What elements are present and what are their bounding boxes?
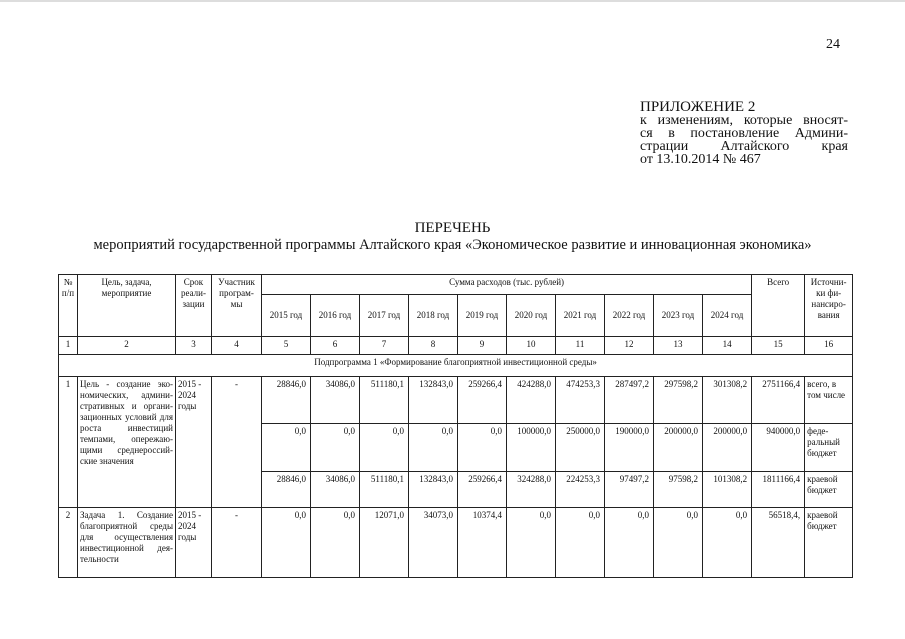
header-row <box>59 275 853 295</box>
header-sum: Сумма расходов (тыс. рублей) <box>262 275 752 295</box>
value-cell: 250000,0 <box>556 424 605 472</box>
header-year: 2018 год <box>409 295 458 337</box>
value-cell: 0,0 <box>360 424 409 472</box>
value-cell: 259266,4 <box>458 377 507 424</box>
value-cell: 101308,2 <box>703 472 752 508</box>
appendix-line: к изменениям, которые вносят- <box>640 113 848 128</box>
header-term: Срок реали-зации <box>176 275 212 337</box>
appendix-line: ся в постановление Админи- <box>640 126 848 141</box>
column-number: 11 <box>556 337 605 355</box>
value-cell: 100000,0 <box>507 424 556 472</box>
header-year: 2019 год <box>458 295 507 337</box>
row-term: 2015 - 2024 годы <box>176 508 212 578</box>
header-source: Источни-ки фи-нансиро-вания <box>805 275 853 337</box>
value-cell: 0,0 <box>605 508 654 578</box>
total-cell: 2751166,4 <box>752 377 805 424</box>
value-cell: 474253,3 <box>556 377 605 424</box>
column-number: 12 <box>605 337 654 355</box>
value-cell: 0,0 <box>409 424 458 472</box>
appendix-line: от 13.10.2014 № 467 <box>640 152 761 167</box>
header-total: Всего <box>752 275 805 337</box>
header-year: 2015 год <box>262 295 311 337</box>
header-year: 2024 год <box>703 295 752 337</box>
column-number: 6 <box>311 337 360 355</box>
header-year: 2017 год <box>360 295 409 337</box>
table-row <box>59 508 853 578</box>
value-cell: 200000,0 <box>654 424 703 472</box>
header-participant: Участник програм-мы <box>212 275 262 337</box>
value-cell: 34086,0 <box>311 377 360 424</box>
value-cell: 97497,2 <box>605 472 654 508</box>
total-cell: 940000,0 <box>752 424 805 472</box>
scan-top-edge <box>0 0 905 2</box>
column-number: 9 <box>458 337 507 355</box>
column-number: 7 <box>360 337 409 355</box>
value-cell: 0,0 <box>507 508 556 578</box>
value-cell: 424288,0 <box>507 377 556 424</box>
appendix-line: страции Алтайского края <box>640 139 848 154</box>
value-cell: 301308,2 <box>703 377 752 424</box>
subprogram-title: Подпрограмма 1 «Формирование благоприятной инвестиционной среды» <box>59 355 853 377</box>
column-number-row <box>59 337 853 355</box>
column-number: 1 <box>59 337 78 355</box>
value-cell: 287497,2 <box>605 377 654 424</box>
row-participant: - <box>212 508 262 578</box>
header-num: № п/п <box>59 275 78 337</box>
measures-table <box>58 274 853 578</box>
table-row <box>59 377 853 424</box>
column-number: 13 <box>654 337 703 355</box>
page-number: 24 <box>826 37 840 52</box>
source-cell: краевой бюджет <box>805 508 853 578</box>
value-cell: 259266,4 <box>458 472 507 508</box>
total-cell: 1811166,4 <box>752 472 805 508</box>
header-year: 2023 год <box>654 295 703 337</box>
column-number: 8 <box>409 337 458 355</box>
column-number: 15 <box>752 337 805 355</box>
header-year: 2022 год <box>605 295 654 337</box>
document-subtitle: мероприятий государственной программы Алтайского края «Экономическое развитие и инновационная экономика» <box>93 237 812 253</box>
document-title: ПЕРЕЧЕНЬ <box>414 220 491 236</box>
column-number: 3 <box>176 337 212 355</box>
column-number: 10 <box>507 337 556 355</box>
row-goal: Цель - создание эко-номических, админи-стративных и органи-зационных условий для роста инвестиций темпами, опережаю-щими среднероссий-ские значения <box>78 377 176 508</box>
source-cell: всего, в том числе <box>805 377 853 424</box>
value-cell: 28846,0 <box>262 472 311 508</box>
header-goal: Цель, задача, мероприятие <box>78 275 176 337</box>
value-cell: 0,0 <box>458 424 507 472</box>
column-number: 5 <box>262 337 311 355</box>
source-cell: краевой бюджет <box>805 472 853 508</box>
value-cell: 200000,0 <box>703 424 752 472</box>
value-cell: 224253,3 <box>556 472 605 508</box>
value-cell: 324288,0 <box>507 472 556 508</box>
row-goal: Задача 1. Создание благоприятной среды для осуществления инвестиционной дея-тельности <box>78 508 176 578</box>
total-cell: 56518,4, <box>752 508 805 578</box>
value-cell: 132843,0 <box>409 377 458 424</box>
value-cell: 511180,1 <box>360 472 409 508</box>
value-cell: 0,0 <box>311 508 360 578</box>
row-participant: - <box>212 377 262 508</box>
source-cell: феде-ральный бюджет <box>805 424 853 472</box>
value-cell: 0,0 <box>262 508 311 578</box>
value-cell: 28846,0 <box>262 377 311 424</box>
value-cell: 12071,0 <box>360 508 409 578</box>
column-number: 4 <box>212 337 262 355</box>
value-cell: 34086,0 <box>311 472 360 508</box>
row-num: 2 <box>59 508 78 578</box>
value-cell: 511180,1 <box>360 377 409 424</box>
appendix-block <box>640 101 848 166</box>
column-number: 14 <box>703 337 752 355</box>
row-num: 1 <box>59 377 78 508</box>
header-year: 2021 год <box>556 295 605 337</box>
row-term: 2015 - 2024 годы <box>176 377 212 508</box>
value-cell: 0,0 <box>262 424 311 472</box>
value-cell: 297598,2 <box>654 377 703 424</box>
header-year: 2016 год <box>311 295 360 337</box>
value-cell: 132843,0 <box>409 472 458 508</box>
value-cell: 0,0 <box>654 508 703 578</box>
header-year: 2020 год <box>507 295 556 337</box>
value-cell: 190000,0 <box>605 424 654 472</box>
value-cell: 97598,2 <box>654 472 703 508</box>
value-cell: 0,0 <box>703 508 752 578</box>
value-cell: 10374,4 <box>458 508 507 578</box>
column-number: 16 <box>805 337 853 355</box>
subprogram-row <box>59 355 853 377</box>
value-cell: 0,0 <box>556 508 605 578</box>
value-cell: 0,0 <box>311 424 360 472</box>
column-number: 2 <box>78 337 176 355</box>
value-cell: 34073,0 <box>409 508 458 578</box>
appendix-title: ПРИЛОЖЕНИЕ 2 <box>640 99 756 115</box>
